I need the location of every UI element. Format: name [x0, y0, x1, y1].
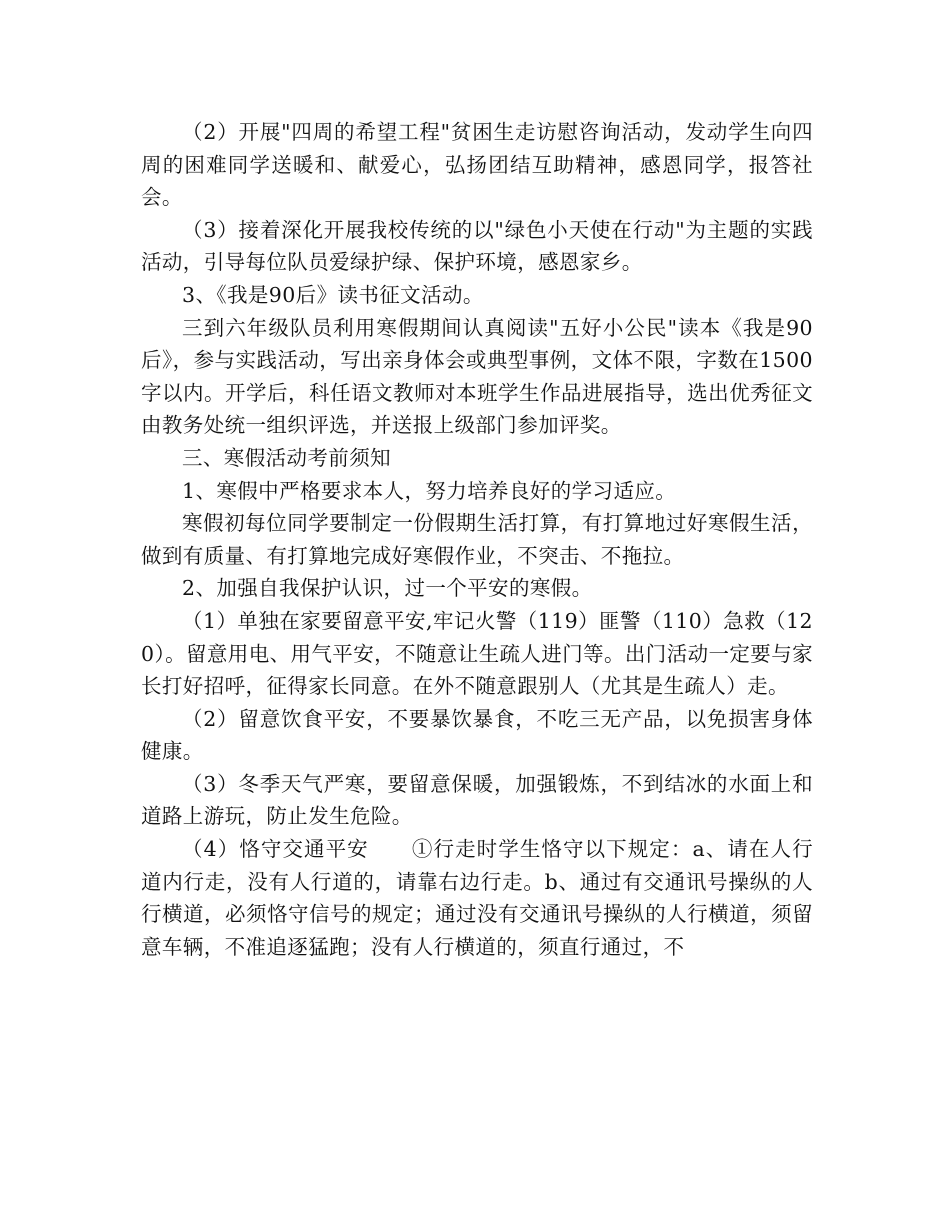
paragraph-essay-heading: 3、《我是90后》读书征文活动。	[182, 282, 484, 307]
document-body	[141, 116, 813, 963]
paragraph-strict-heading: 1、寒假中严格要求本人，努力培养良好的学习适应。	[182, 478, 677, 503]
section-heading-notes: 三、寒假活动考前须知	[182, 445, 391, 470]
paragraph-home-safety: （1）单独在家要留意平安,牢记火警（119）匪警（110）急救（120）。留意用电、用气平安，不随意让生疏人进门等。出门活动一定要与家长打好招呼，征得家长同意。在外不随意跟别人（尤其是生疏人）走。	[141, 608, 813, 699]
paragraph-safety-heading: 2、加强自我保护认识，过一个平安的寒假。	[182, 576, 593, 601]
paragraph-winter-safety: （3）冬季天气严寒，要留意保暖，加强锻炼，不到结冰的水面上和道路上游玩，防止发生危险。	[141, 771, 813, 829]
paragraph-green-angel: （3）接着深化开展我校传统的以"绿色小天使在行动"为主题的实践活动，引导每位队员爱绿护绿、保护环境，感恩家乡。	[141, 217, 813, 275]
paragraph-traffic-safety: （4）恪守交通平安 ①行走时学生恪守以下规定：a、请在人行道内行走，没有人行道的，请靠右边行走。b、通过有交通讯号操纵的人行横道，必须恪守信号的规定；通过没有交通讯号操纵的人行横道，须留意车辆，不准追逐猛跑；没有人行横道的，须直行通过，不	[141, 837, 813, 959]
paragraph-food-safety: （2）留意饮食平安，不要暴饮暴食，不吃三无产品，以免损害身体健康。	[141, 706, 813, 764]
paragraph-poverty-visit: （2）开展"四周的希望工程"贫困生走访慰咨询活动，发动学生向四周的困难同学送暖和、献爱心，弘扬团结互助精神，感恩同学，报答社会。	[141, 120, 813, 210]
paragraph-holiday-plan: 寒假初每位同学要制定一份假期生活打算，有打算地过好寒假生活，做到有质量、有打算地完成好寒假作业，不突击、不拖拉。	[141, 511, 813, 568]
paragraph-essay-details: 三到六年级队员利用寒假期间认真阅读"五好小公民"读本《我是90后》，参与实践活动，写出亲身体会或典型事例，文体不限，字数在1500字以内。开学后，科任语文教师对本班学生作品进展指导，选出优秀征文由教务处统一组织评选，并送报上级部门参加评奖。	[141, 315, 813, 438]
